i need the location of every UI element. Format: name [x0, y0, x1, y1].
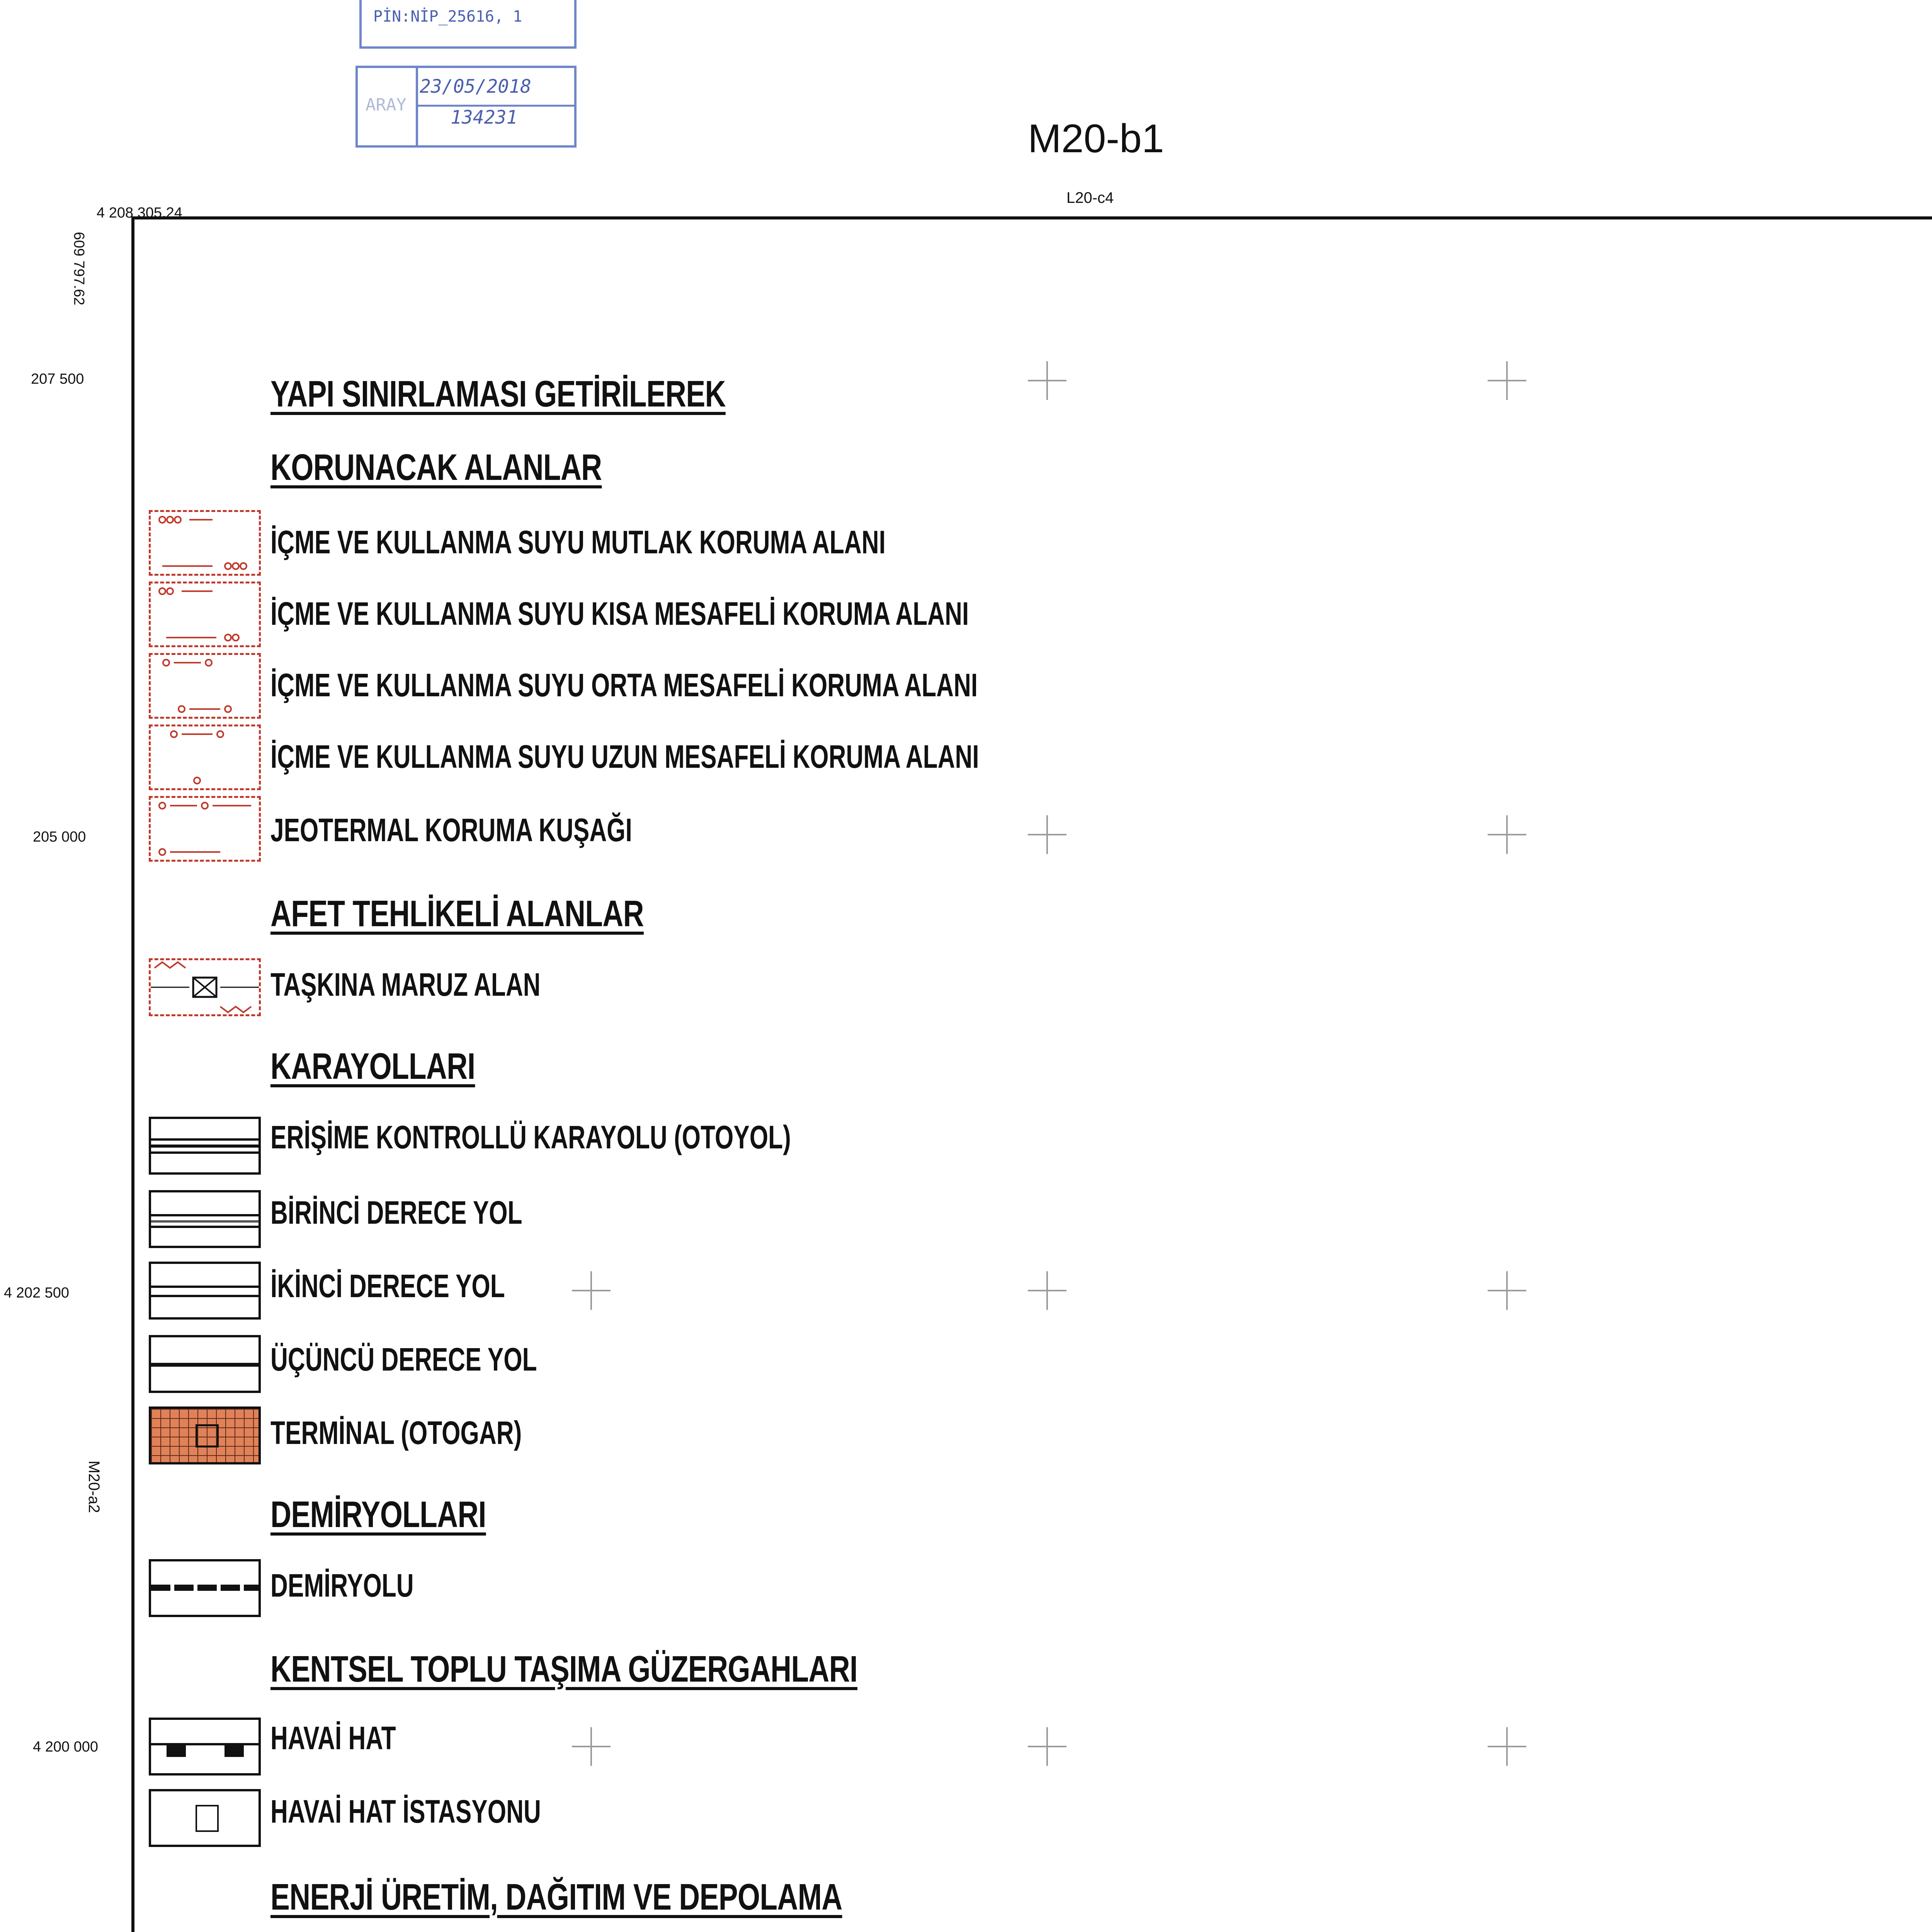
aerial-line-icon [149, 1718, 261, 1776]
legend-item-label: İÇME VE KULLANMA SUYU KISA MESAFELİ KORUMA ALANI [270, 595, 969, 632]
red-ring-border-icon [149, 582, 261, 647]
stamp-label: ARAY [366, 95, 406, 115]
red-ring-border-icon [149, 724, 261, 790]
terminal-icon [149, 1406, 261, 1464]
road-third-icon [149, 1335, 261, 1393]
legend-section-title: ENERJİ ÜRETİM, DAĞITIM VE DEPOLAMA [270, 1876, 842, 1918]
northing-label: 4 200 000 [33, 1739, 99, 1755]
flood-icon [149, 958, 261, 1016]
legend-section-title: YAPI SINIRLAMASI GETİRİLEREK [270, 373, 726, 415]
adjacent-top-label: L20-c4 [1066, 189, 1114, 206]
pin-number: PİN:NİP_25616, 1 [373, 8, 522, 26]
motorway-icon [149, 1117, 261, 1175]
legend-item-label: TERMİNAL (OTOGAR) [270, 1415, 522, 1451]
road-second-icon [149, 1262, 261, 1320]
red-ring-border-icon [149, 510, 261, 576]
sheet-title: M20-b1 [1028, 116, 1164, 161]
red-ring-border-icon [149, 796, 261, 862]
legend-item-label: JEOTERMAL KORUMA KUŞAĞI [270, 812, 632, 848]
grid-cross [1488, 815, 1526, 854]
legend-item-label: HAVAİ HAT [270, 1720, 396, 1756]
legend-section-title: KENTSEL TOPLU TAŞIMA GÜZERGAHLARI [270, 1648, 858, 1690]
northing-label: 205 000 [33, 829, 86, 845]
aerial-station-icon [149, 1789, 261, 1847]
pin-stamp [359, 0, 577, 49]
legend-item-label: ÜÇÜNCÜ DERECE YOL [270, 1341, 537, 1378]
grid-cross [1488, 361, 1526, 400]
corner-tl-east: 609 797.62 [71, 232, 87, 306]
legend-item-label: İKİNCİ DERECE YOL [270, 1268, 505, 1304]
railway-icon [149, 1559, 261, 1617]
legend-section-title: DEMİRYOLLARI [270, 1494, 486, 1535]
grid-cross [572, 1271, 611, 1310]
legend-item-label: HAVAİ HAT İSTASYONU [270, 1793, 541, 1830]
northing-label: 207 500 [31, 371, 84, 387]
grid-cross [1488, 1727, 1526, 1766]
adjacent-left-label: M20-a2 [85, 1461, 102, 1513]
date-stamp [355, 66, 577, 148]
legend-item-label: ERİŞİME KONTROLLÜ KARAYOLU (OTOYOL) [270, 1119, 791, 1155]
grid-cross [1488, 1271, 1526, 1310]
legend-section-title: AFET TEHLİKELİ ALANLAR [270, 893, 644, 934]
legend-item-label: DEMİRYOLU [270, 1567, 414, 1604]
legend-item-label: İÇME VE KULLANMA SUYU MUTLAK KORUMA ALANI [270, 524, 886, 560]
grid-cross [1028, 1727, 1066, 1766]
northing-label: 4 202 500 [4, 1285, 70, 1301]
grid-cross [572, 1727, 611, 1766]
legend-section-title: KARAYOLLARI [270, 1046, 475, 1087]
stamp-date: 23/05/2018 [420, 76, 531, 97]
red-ring-border-icon [149, 653, 261, 719]
legend-section-title: KORUNACAK ALANLAR [270, 447, 602, 488]
legend-item-label: BİRİNCİ DERECE YOL [270, 1194, 522, 1231]
grid-cross [1028, 1271, 1066, 1310]
grid-cross [1028, 361, 1066, 400]
stamp-number: 134231 [451, 107, 518, 128]
corner-tl-north: 4 208 305.24 [97, 205, 182, 221]
grid-cross [1028, 815, 1066, 854]
road-first-icon [149, 1190, 261, 1248]
legend-item-label: İÇME VE KULLANMA SUYU UZUN MESAFELİ KORUMA ALANI [270, 738, 979, 775]
legend-item-label: İÇME VE KULLANMA SUYU ORTA MESAFELİ KORUMA ALANI [270, 667, 978, 703]
legend-item-label: TAŞKINA MARUZ ALAN [270, 966, 541, 1003]
